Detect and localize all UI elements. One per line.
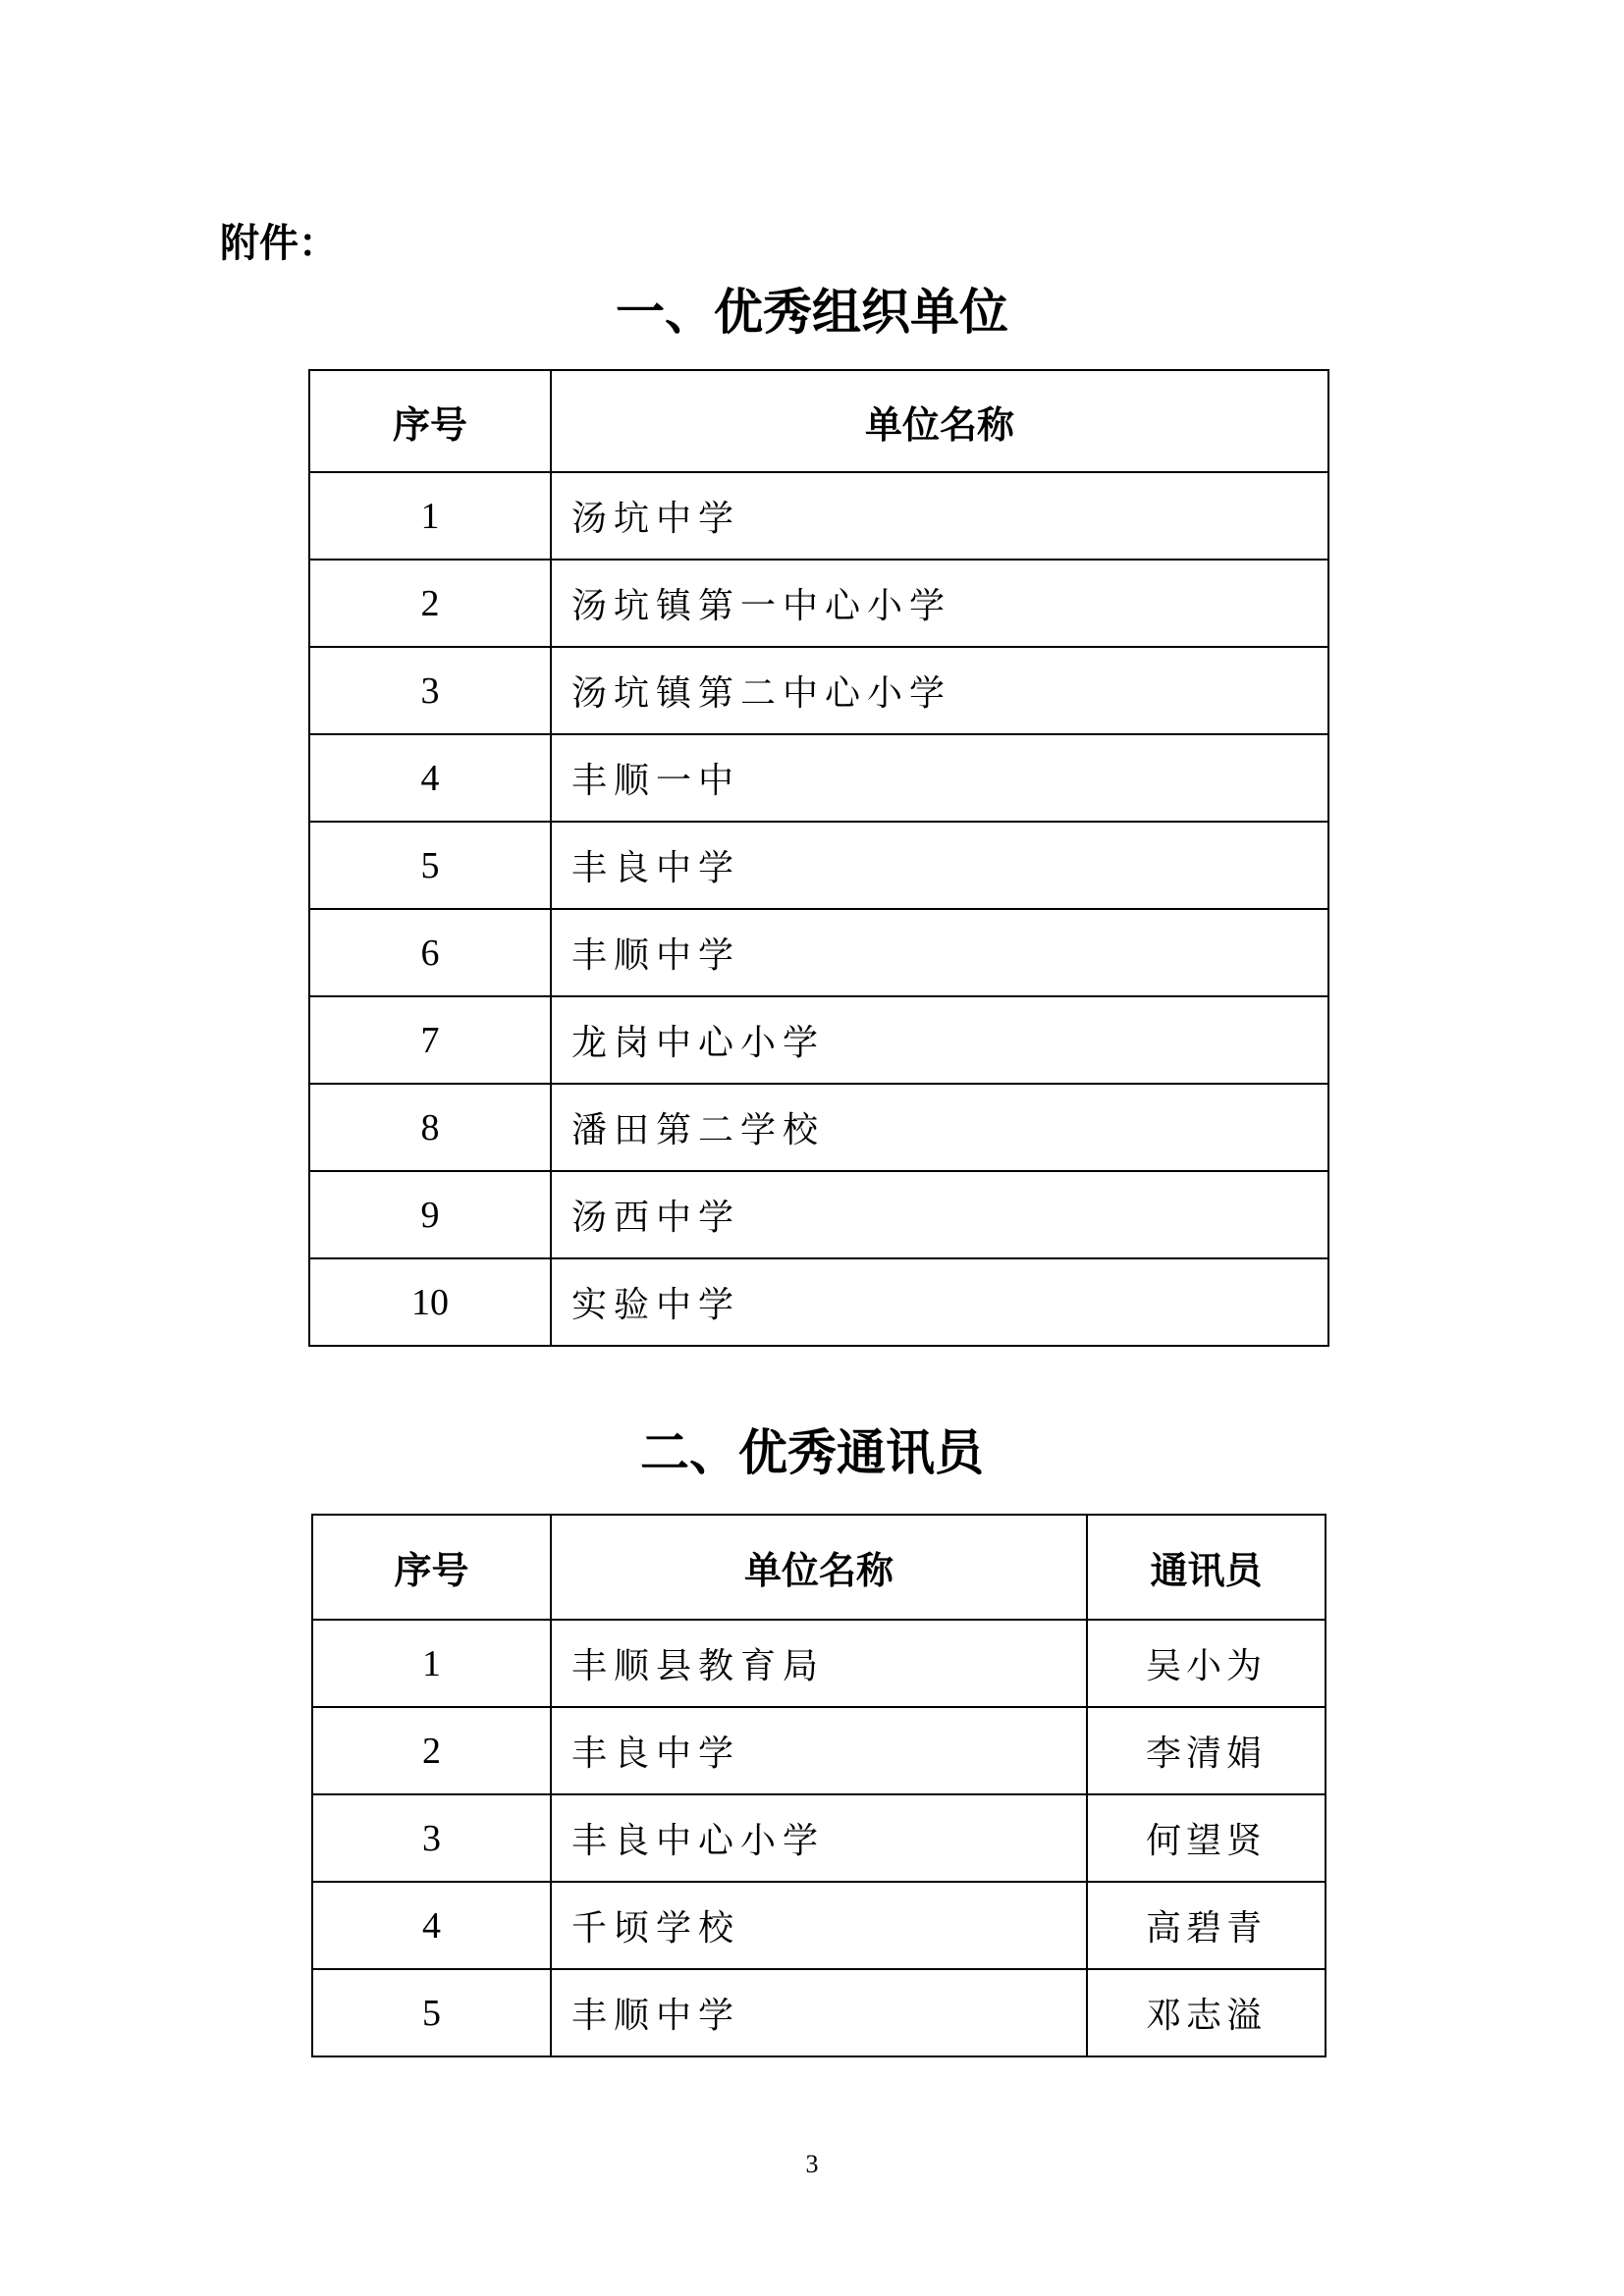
row-index: 8 bbox=[309, 1084, 551, 1171]
row-index: 4 bbox=[309, 734, 551, 822]
table-header-row bbox=[312, 1515, 1326, 1620]
row-index: 5 bbox=[312, 1969, 551, 2056]
table-row bbox=[309, 560, 1328, 647]
table-row bbox=[312, 1794, 1326, 1882]
table-row bbox=[309, 909, 1328, 996]
table-row bbox=[309, 996, 1328, 1084]
row-index: 9 bbox=[309, 1171, 551, 1258]
header-index: 序号 bbox=[312, 1515, 551, 1620]
row-unit-name: 汤坑中学 bbox=[551, 472, 1328, 560]
row-unit-name: 千顷学校 bbox=[551, 1882, 1087, 1969]
row-index: 3 bbox=[309, 647, 551, 734]
row-unit-name: 丰良中心小学 bbox=[551, 1794, 1087, 1882]
row-index: 2 bbox=[309, 560, 551, 647]
row-index: 10 bbox=[309, 1258, 551, 1346]
header-unit: 单位名称 bbox=[551, 370, 1328, 472]
row-index: 6 bbox=[309, 909, 551, 996]
row-index: 1 bbox=[312, 1620, 551, 1707]
page-number: 3 bbox=[805, 2150, 819, 2178]
table-row bbox=[309, 472, 1328, 560]
row-correspondent: 吴小为 bbox=[1087, 1620, 1326, 1707]
row-index: 1 bbox=[309, 472, 551, 560]
row-index: 7 bbox=[309, 996, 551, 1084]
table-header-row bbox=[309, 370, 1328, 472]
row-index: 4 bbox=[312, 1882, 551, 1969]
header-correspondent: 通讯员 bbox=[1087, 1515, 1326, 1620]
row-index: 3 bbox=[312, 1794, 551, 1882]
table-row bbox=[309, 1171, 1328, 1258]
row-unit-name: 汤西中学 bbox=[551, 1171, 1328, 1258]
section1-title: 一、优秀组织单位 bbox=[616, 284, 1008, 341]
table-row bbox=[309, 822, 1328, 909]
row-correspondent: 高碧青 bbox=[1087, 1882, 1326, 1969]
header-unit: 单位名称 bbox=[551, 1515, 1087, 1620]
table-row bbox=[309, 1084, 1328, 1171]
table-row bbox=[309, 647, 1328, 734]
attachment-label: 附件： bbox=[220, 221, 338, 266]
row-unit-name: 丰良中学 bbox=[551, 1707, 1087, 1794]
row-unit-name: 丰顺县教育局 bbox=[551, 1620, 1087, 1707]
row-unit-name: 汤坑镇第一中心小学 bbox=[551, 560, 1328, 647]
row-index: 5 bbox=[309, 822, 551, 909]
row-unit-name: 龙岗中心小学 bbox=[551, 996, 1328, 1084]
row-unit-name: 实验中学 bbox=[551, 1258, 1328, 1346]
row-unit-name: 丰良中学 bbox=[551, 822, 1328, 909]
row-unit-name: 潘田第二学校 bbox=[551, 1084, 1328, 1171]
table-row bbox=[312, 1882, 1326, 1969]
table-row bbox=[309, 734, 1328, 822]
organization-table bbox=[308, 369, 1329, 1347]
section2-title: 二、优秀通讯员 bbox=[640, 1424, 984, 1481]
row-unit-name: 汤坑镇第二中心小学 bbox=[551, 647, 1328, 734]
row-correspondent: 何望贤 bbox=[1087, 1794, 1326, 1882]
row-unit-name: 丰顺中学 bbox=[551, 909, 1328, 996]
row-correspondent: 李清娟 bbox=[1087, 1707, 1326, 1794]
row-index: 2 bbox=[312, 1707, 551, 1794]
table-row bbox=[312, 1969, 1326, 2056]
row-unit-name: 丰顺一中 bbox=[551, 734, 1328, 822]
table-row bbox=[312, 1620, 1326, 1707]
header-index: 序号 bbox=[309, 370, 551, 472]
row-unit-name: 丰顺中学 bbox=[551, 1969, 1087, 2056]
table-row bbox=[312, 1707, 1326, 1794]
table-row bbox=[309, 1258, 1328, 1346]
correspondent-table bbox=[311, 1514, 1326, 2057]
row-correspondent: 邓志溢 bbox=[1087, 1969, 1326, 2056]
